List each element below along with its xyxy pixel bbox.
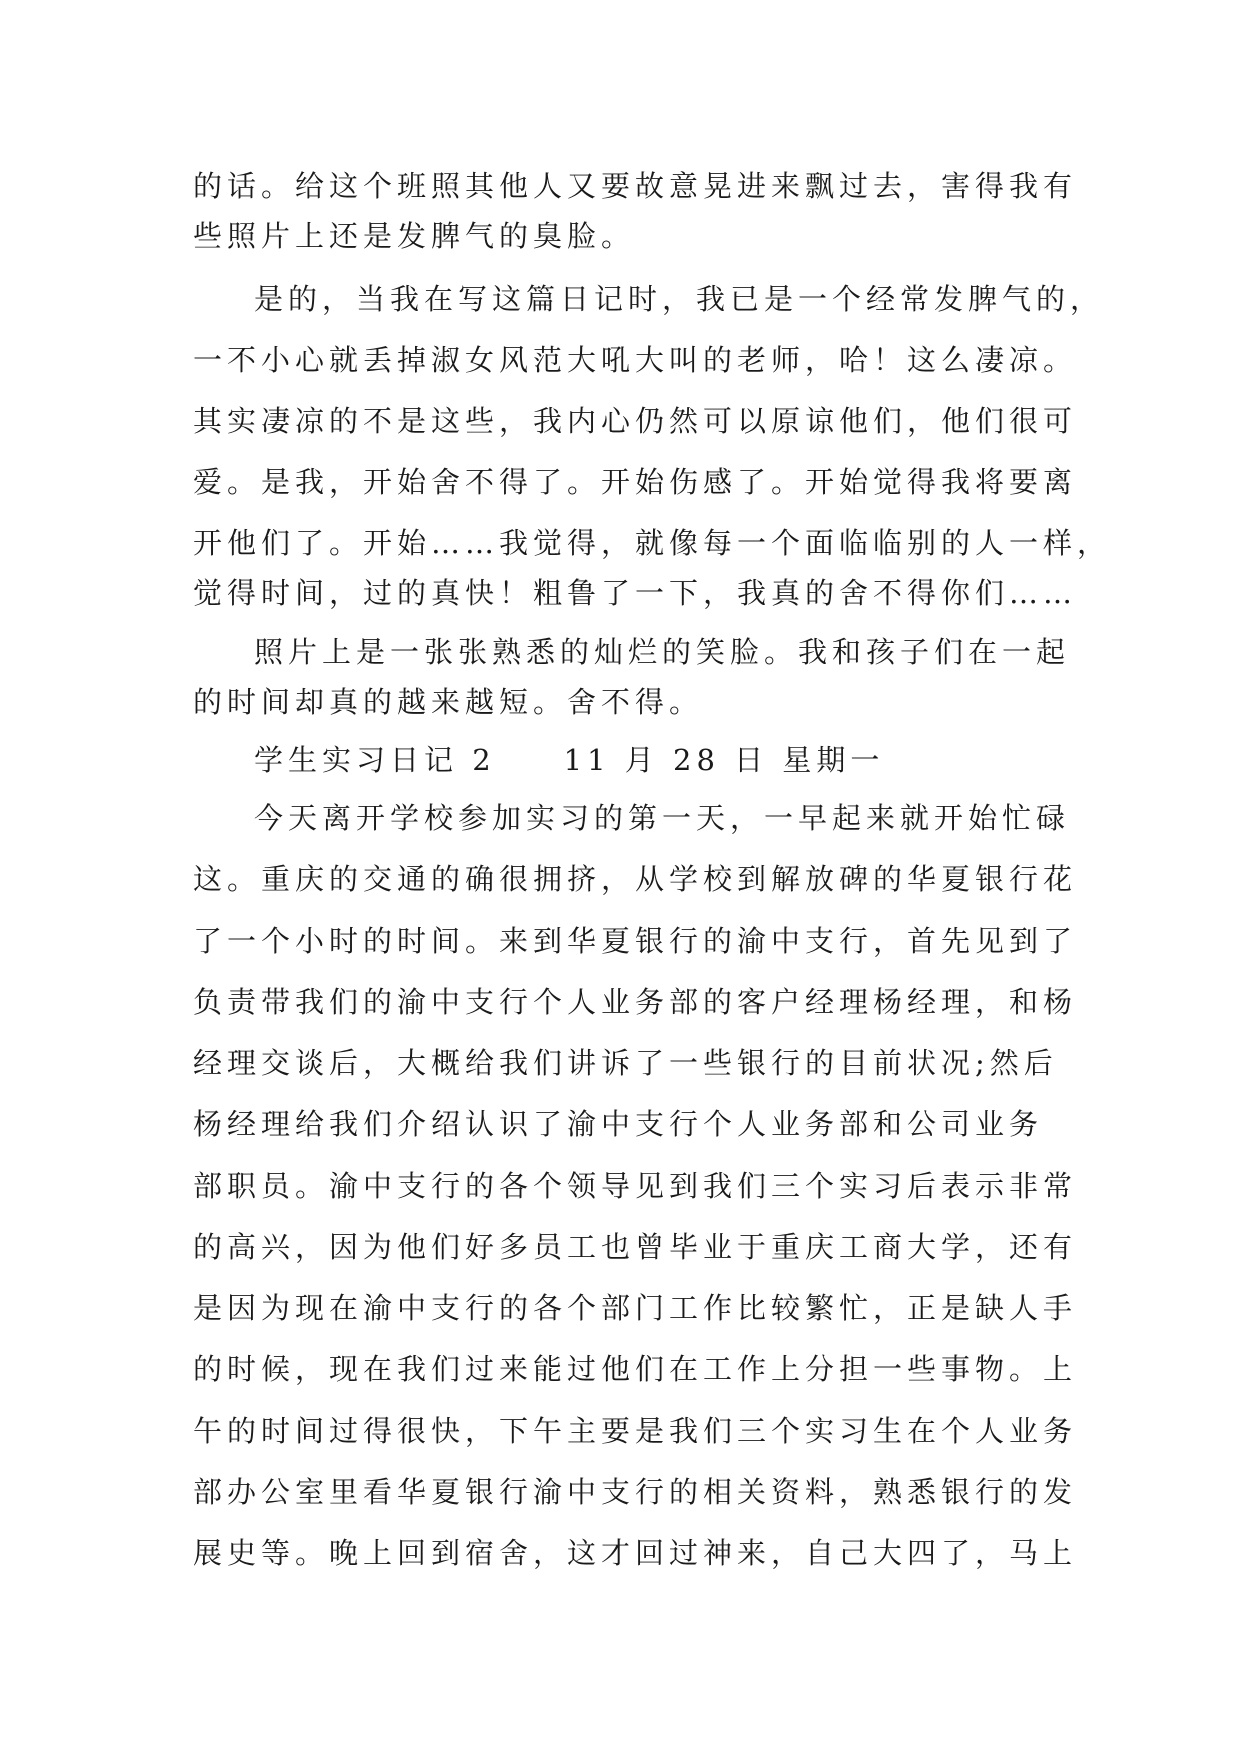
text-line: 开他们了。开始……我觉得，就像每一个面临临别的人一样， [193, 526, 1112, 560]
text-line: 的话。给这个班照其他人又要故意晃进来飘过去，害得我有 [193, 169, 1078, 203]
text-line: 杨经理给我们介绍认识了渝中支行个人业务部和公司业务 [193, 1107, 1044, 1141]
text-line: 负责带我们的渝中支行个人业务部的客户经理杨经理，和杨 [193, 985, 1078, 1019]
paragraph-start-line: 照片上是一张张熟悉的灿烂的笑脸。我和孩子们在一起 [254, 635, 1071, 669]
text-line: 是因为现在渝中支行的各个部门工作比较繁忙，正是缺人手 [193, 1291, 1078, 1325]
text-line: 的时间却真的越来越短。舍不得。 [193, 685, 704, 719]
text-line: 经理交谈后，大概给我们讲诉了一些银行的目前状况;然后 [193, 1046, 1058, 1080]
text-line: 其实凄凉的不是这些，我内心仍然可以原谅他们，他们很可 [193, 404, 1078, 438]
text-line: 部办公室里看华夏银行渝中支行的相关资料，熟悉银行的发 [193, 1475, 1078, 1509]
text-line: 这。重庆的交通的确很拥挤，从学校到解放碑的华夏银行花 [193, 862, 1078, 896]
diary-entry-heading: 学生实习日记 2 11 月 28 日 星期一 [254, 743, 885, 777]
text-line: 午的时间过得很快，下午主要是我们三个实习生在个人业务 [193, 1414, 1078, 1448]
text-line: 展史等。晚上回到宿舍，这才回过神来，自己大四了，马上 [193, 1536, 1078, 1570]
text-line: 的时候，现在我们过来能过他们在工作上分担一些事物。上 [193, 1352, 1078, 1386]
paragraph-start-line: 是的，当我在写这篇日记时，我已是一个经常发脾气的， [254, 282, 1105, 316]
text-line: 觉得时间，过的真快！粗鲁了一下，我真的舍不得你们…… [193, 576, 1078, 610]
text-line: 些照片上还是发脾气的臭脸。 [193, 219, 636, 253]
paragraph-start-line: 今天离开学校参加实习的第一天，一早起来就开始忙碌 [254, 801, 1071, 835]
text-line: 了一个小时的时间。来到华夏银行的渝中支行，首先见到了 [193, 924, 1078, 958]
text-line: 爱。是我，开始舍不得了。开始伤感了。开始觉得我将要离 [193, 465, 1078, 499]
text-line: 部职员。渝中支行的各个领导见到我们三个实习后表示非常 [193, 1169, 1078, 1203]
text-line: 一不小心就丢掉淑女风范大吼大叫的老师，哈！这么凄凉。 [193, 343, 1078, 377]
text-line: 的高兴，因为他们好多员工也曾毕业于重庆工商大学，还有 [193, 1230, 1078, 1264]
